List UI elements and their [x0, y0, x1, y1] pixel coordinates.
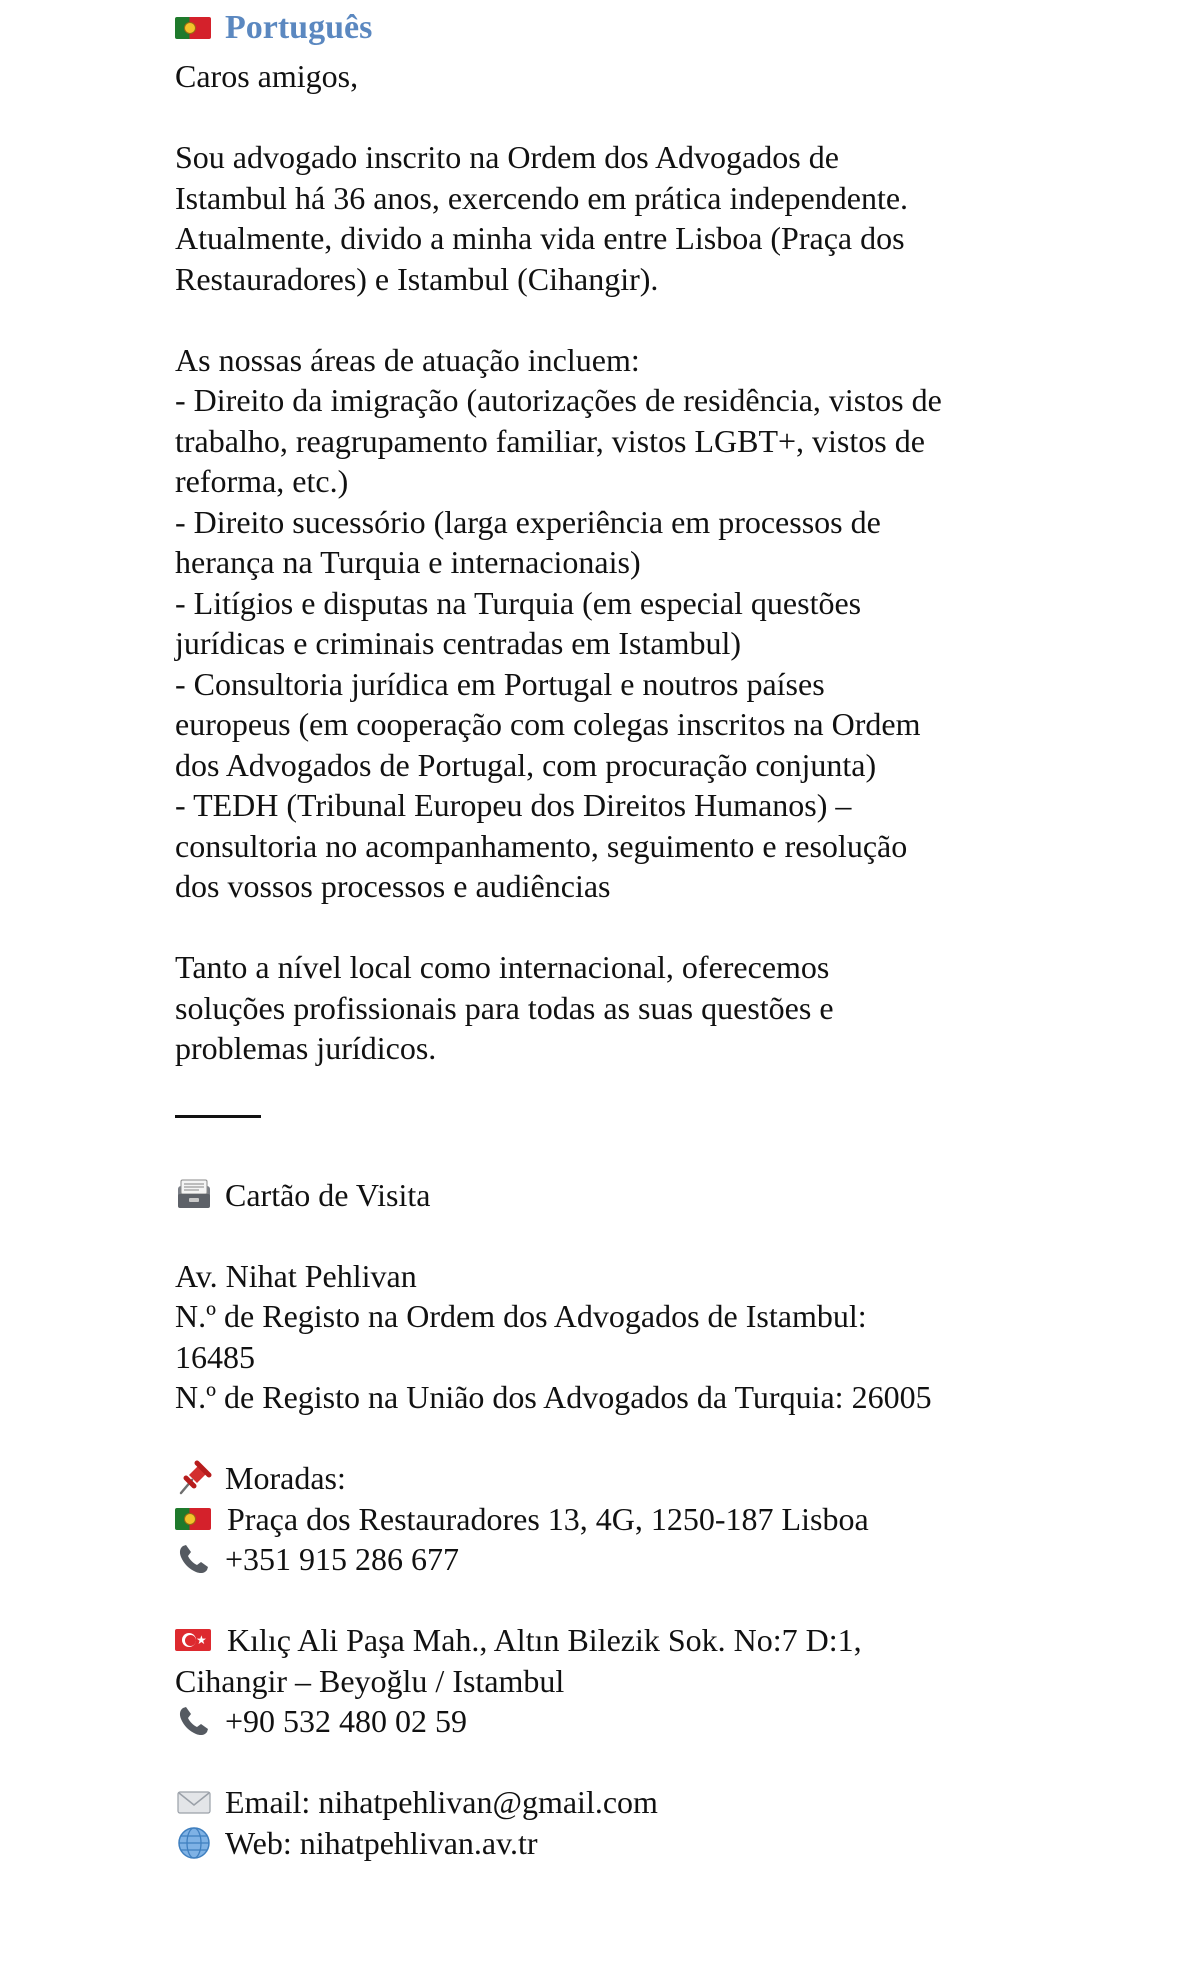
globe-icon	[175, 1824, 213, 1862]
text-line: As nossas áreas de atuação incluem:	[175, 341, 640, 378]
text-line: dos Advogados de Portugal, com procuração conjunta)	[175, 746, 877, 783]
practice-areas	[175, 340, 1105, 907]
text-line: soluções profissionais para todas as suas questões e	[175, 989, 834, 1026]
text-line: europeus (em cooperação com colegas inscritos na Ordem	[175, 706, 921, 742]
istanbul-address-line2: Cihangir – Beyoğlu / Istambul	[175, 1662, 565, 1699]
card-index-icon	[175, 1176, 213, 1214]
lisbon-address	[175, 1499, 1105, 1540]
pushpin-icon	[175, 1459, 213, 1497]
lisbon-phone-number[interactable]: +351 915 286 677	[225, 1541, 460, 1577]
portugal-flag-icon	[175, 17, 211, 39]
language-header	[175, 0, 1105, 56]
text-line: - Consultoria jurídica em Portugal e noutros países	[175, 665, 825, 702]
text-line: herança na Turquia e internacionais)	[175, 544, 641, 580]
istanbul-address	[175, 1620, 1105, 1661]
text-line: jurídicas e criminais centradas em Istambul)	[175, 625, 742, 661]
greeting: Caros amigos,	[175, 58, 359, 94]
email-text[interactable]: Email: nihatpehlivan@gmail.com	[225, 1784, 658, 1820]
language-title: Português	[225, 9, 373, 46]
text-line: trabalho, reagrupamento familiar, vistos LGBT+, vistos de	[175, 422, 925, 459]
text-line: reforma, etc.)	[175, 463, 349, 499]
text-line: Restauradores) e Istambul (Cihangir).	[175, 260, 659, 297]
text-line: - TEDH (Tribunal Europeu dos Direitos Humanos) –	[175, 787, 852, 823]
web-text[interactable]: Web: nihatpehlivan.av.tr	[225, 1824, 538, 1861]
text-line: - Direito da imigração (autorizações de residência, vistos de	[175, 382, 942, 418]
business-card-heading	[175, 1175, 1105, 1216]
telephone-icon	[175, 1702, 213, 1740]
istanbul-phone[interactable]	[175, 1701, 1105, 1742]
lawyer-name: Av. Nihat Pehlivan	[175, 1257, 417, 1294]
registration-istanbul: N.º de Registo na Ordem dos Advogados de Istambul:	[175, 1298, 867, 1334]
intro-paragraph	[175, 137, 1105, 299]
text-line: - Litígios e disputas na Turquia (em especial questões	[175, 584, 862, 621]
business-card-title: Cartão de Visita	[225, 1176, 431, 1213]
lisbon-address-text: Praça dos Restauradores 13, 4G, 1250-187 Lisboa	[227, 1500, 869, 1537]
portugal-flag-icon	[175, 1508, 211, 1530]
text-line: consultoria no acompanhamento, seguimento e resolução	[175, 827, 908, 864]
section-divider	[175, 1115, 261, 1118]
text-line: Sou advogado inscrito na Ordem dos Advogados de	[175, 139, 839, 175]
web-line[interactable]	[175, 1823, 1105, 1864]
text-line: dos vossos processos e audiências	[175, 868, 611, 904]
text-line: - Direito sucessório (larga experiência em processos de	[175, 503, 881, 540]
text-line: Tanto a nível local como internacional, oferecemos	[175, 949, 830, 985]
text-line: Atualmente, divido a minha vida entre Lisboa (Praça dos	[175, 220, 905, 256]
istanbul-phone-number[interactable]: +90 532 480 02 59	[225, 1703, 468, 1739]
lisbon-phone[interactable]	[175, 1539, 1105, 1580]
email-line[interactable]	[175, 1782, 1105, 1823]
registration-turkey: N.º de Registo na União dos Advogados da Turquia: 26005	[175, 1379, 932, 1415]
addresses-heading	[175, 1458, 1105, 1499]
text-line: Istambul há 36 anos, exercendo em prática independente.	[175, 179, 909, 216]
text-line: problemas jurídicos.	[175, 1030, 437, 1066]
turkey-flag-icon: ★	[175, 1629, 211, 1651]
closing-paragraph	[175, 947, 1105, 1069]
addresses-label: Moradas:	[225, 1460, 346, 1496]
telephone-icon	[175, 1540, 213, 1578]
registration-istanbul-number: 16485	[175, 1338, 255, 1375]
document-body	[175, 0, 1105, 1863]
istanbul-address-line1: Kılıç Ali Paşa Mah., Altın Bilezik Sok. No:7 D:1,	[227, 1622, 862, 1658]
envelope-icon	[175, 1783, 213, 1821]
